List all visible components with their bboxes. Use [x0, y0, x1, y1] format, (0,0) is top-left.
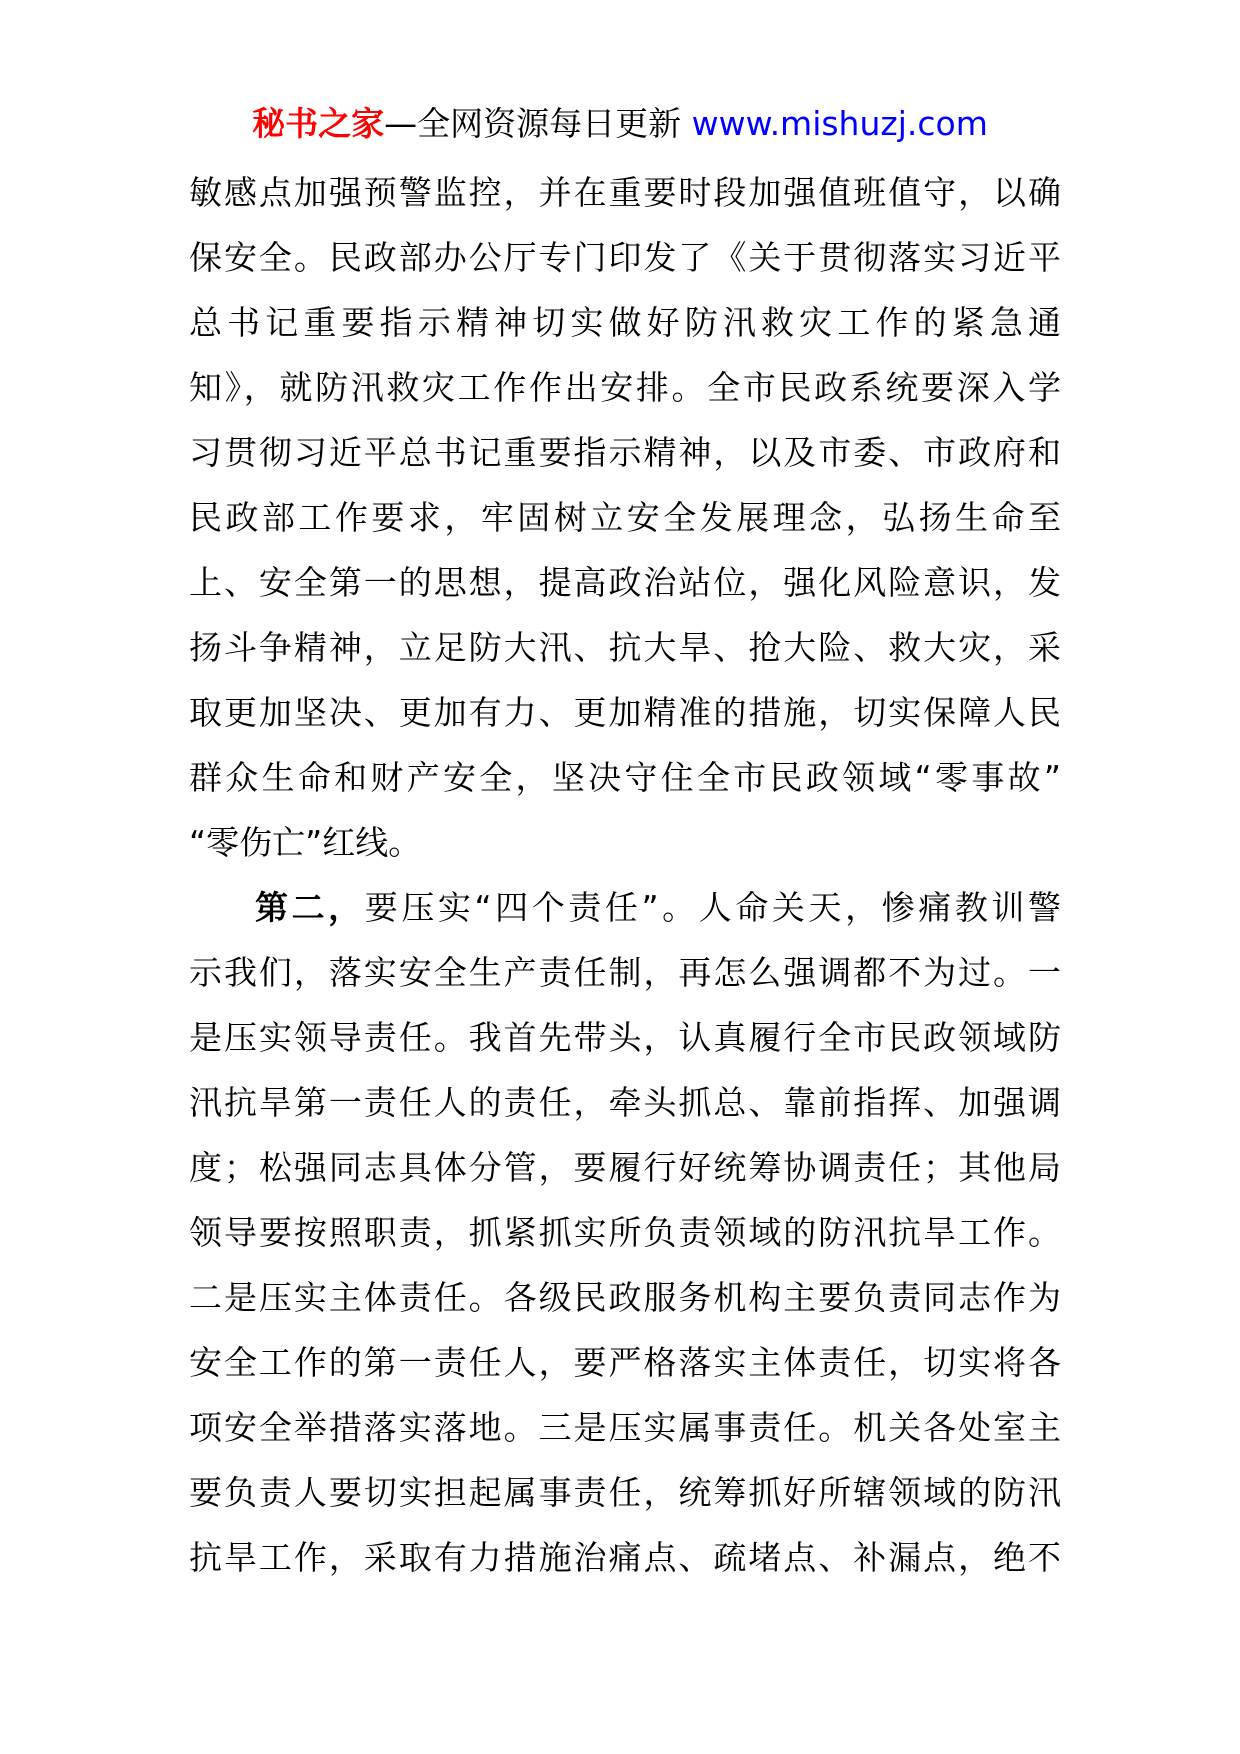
text-line: 知》，就防汛救灾工作作出安排。全市民政系统要深入学	[189, 368, 1061, 407]
site-url-link[interactable]: www.mishuzj.com	[691, 104, 988, 143]
text-line: 敏感点加强预警监控，并在重要时段加强值班值守，以确	[189, 173, 1061, 212]
section-lead-text: 要压实“四个责任”。人命关天，惨痛教训警	[364, 888, 1061, 927]
text-line: 示我们，落实安全生产责任制，再怎么强调都不为过。一	[189, 953, 1061, 992]
text-line: 要负责人要切实担起属事责任，统筹抓好所辖领域的防汛	[189, 1473, 1061, 1512]
text-line: 安全工作的第一责任人，要严格落实主体责任，切实将各	[189, 1343, 1061, 1382]
text-line: 习贯彻习近平总书记重要指示精神，以及市委、市政府和	[189, 433, 1061, 472]
paragraph-lead-line	[189, 875, 1061, 940]
text-line: 抗旱工作，采取有力措施治痛点、疏堵点、补漏点，绝不	[189, 1538, 1061, 1577]
paragraph-2	[189, 875, 1061, 1590]
text-line: 取更加坚决、更加有力、更加精准的措施，切实保障人民	[189, 693, 1061, 732]
header-tagline: —全网资源每日更新	[384, 104, 692, 143]
text-line: 二是压实主体责任。各级民政服务机构主要负责同志作为	[189, 1278, 1061, 1317]
text-line: 上、安全第一的思想，提高政治站位，强化风险意识，发	[189, 563, 1061, 602]
text-line: 度；松强同志具体分管，要履行好统筹协调责任；其他局	[189, 1148, 1061, 1187]
text-line: 保安全。民政部办公厅专门印发了《关于贯彻落实习近平	[189, 238, 1061, 277]
text-line: 汛抗旱第一责任人的责任，牵头抓总、靠前指挥、加强调	[189, 1083, 1061, 1122]
site-header	[0, 96, 1240, 152]
text-line: 总书记重要指示精神切实做好防汛救灾工作的紧急通	[189, 303, 1061, 342]
text-line: “零伤亡”红线。	[189, 823, 422, 862]
text-line: 项安全举措落实落地。三是压实属事责任。机关各处室主	[189, 1408, 1061, 1447]
document-body	[189, 160, 1061, 1590]
text-line: 是压实领导责任。我首先带头，认真履行全市民政领域防	[189, 1018, 1061, 1057]
text-line: 民政部工作要求，牢固树立安全发展理念，弘扬生命至	[189, 498, 1061, 537]
text-line: 群众生命和财产安全，坚决守住全市民政领域“零事故”	[189, 758, 1061, 797]
paragraph-1	[189, 160, 1061, 875]
text-line: 扬斗争精神，立足防大汛、抗大旱、抢大险、救大灾，采	[189, 628, 1061, 667]
text-line: 领导要按照职责，抓紧抓实所负责领域的防汛抗旱工作。	[189, 1213, 1061, 1252]
brand-name: 秘书之家	[252, 104, 385, 143]
section-lead-bold: 第二，	[255, 888, 365, 927]
